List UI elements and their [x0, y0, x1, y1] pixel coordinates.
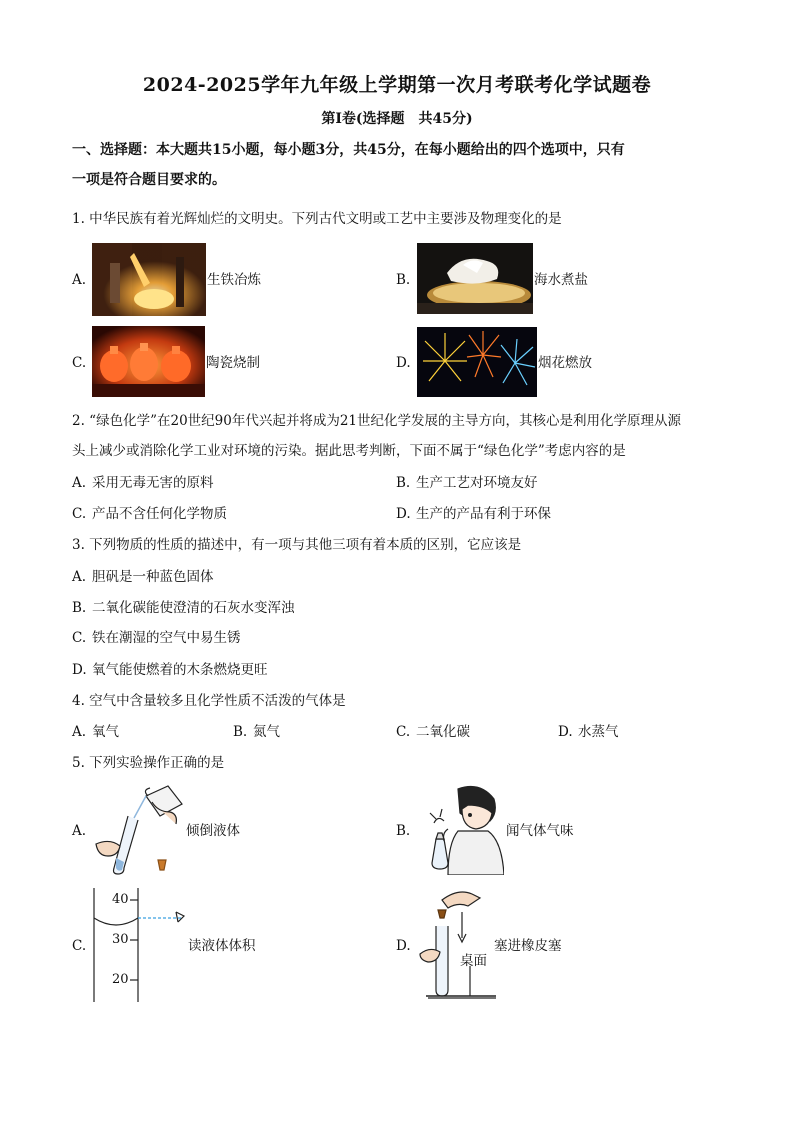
q4-option-c-text: 二氧化碳 [416, 724, 470, 740]
desk-label: 桌面 [460, 953, 487, 969]
cylinder-tick-40: 40 [112, 892, 129, 907]
q1-option-c-label: C. [72, 355, 87, 371]
q4-option-d-label: D. [558, 724, 573, 740]
q3-option-a-text: 胆矾是一种蓝色固体 [92, 569, 214, 585]
q4-option-c-label: C. [396, 724, 411, 740]
q3-option-a-label: A. [72, 569, 87, 585]
q4-option-b-text: 氮气 [253, 724, 280, 740]
page-title: 2024-2025学年九年级上学期第一次月考联考化学试题卷 [142, 74, 652, 96]
fireworks-image [417, 327, 537, 397]
question-3-stem: 3. 下列物质的性质的描述中，有一项与其他三项有着本质的区别，它应该是 [72, 537, 522, 553]
ceramic-firing-image [92, 326, 205, 397]
q4-option-d-text: 水蒸气 [578, 724, 619, 740]
q4-option-a-label: A. [72, 724, 87, 740]
q5-option-d-text: 塞进橡皮塞 [494, 938, 562, 954]
q3-option-d-text: 氧气能使燃着的木条燃烧更旺 [92, 662, 268, 678]
q1-option-d-label: D. [396, 355, 411, 371]
graduated-cylinder-diagram [86, 886, 190, 1004]
q3-option-c-label: C. [72, 630, 87, 646]
q2-option-b-label: B. [396, 475, 411, 491]
section-instruction-line2: 一项是符合题目要求的。 [72, 172, 226, 188]
q5-option-b-label: B. [396, 823, 411, 839]
q1-option-d-text: 烟花燃放 [538, 355, 592, 371]
smelling-gas-diagram [418, 783, 504, 875]
q5-option-a-text: 倾倒液体 [186, 823, 240, 839]
q2-option-d-label: D. [396, 506, 411, 522]
q2-option-a-text: 采用无毒无害的原料 [92, 475, 214, 491]
q1-option-a-text: 生铁冶炼 [207, 272, 261, 288]
q5-option-c-text: 读液体体积 [188, 938, 256, 954]
q2-option-c-label: C. [72, 506, 87, 522]
cylinder-tick-20: 20 [112, 972, 129, 987]
q2-option-c-text: 产品不含任何化学物质 [92, 506, 227, 522]
q5-option-d-label: D. [396, 938, 411, 954]
q3-option-c-text: 铁在潮湿的空气中易生锈 [92, 630, 241, 646]
q2-option-d-text: 生产的产品有利于环保 [416, 506, 551, 522]
q5-option-a-label: A. [72, 823, 87, 839]
seawater-salt-boiling-image [417, 243, 533, 314]
pouring-liquid-diagram [92, 782, 192, 876]
q5-option-c-label: C. [72, 938, 87, 954]
stopper-insertion-diagram [418, 886, 498, 1000]
q5-option-b-text: 闻气体气味 [506, 823, 574, 839]
question-5-stem: 5. 下列实验操作正确的是 [72, 755, 225, 771]
q2-option-a-label: A. [72, 475, 87, 491]
pig-iron-smelting-image [92, 243, 206, 316]
q1-option-a-label: A. [72, 272, 87, 288]
q3-option-b-text: 二氧化碳能使澄清的石灰水变浑浊 [92, 600, 295, 616]
cylinder-tick-30: 30 [112, 932, 129, 947]
q4-option-b-label: B. [233, 724, 248, 740]
q2-option-b-text: 生产工艺对环境友好 [416, 475, 538, 491]
q1-option-c-text: 陶瓷烧制 [206, 355, 260, 371]
section-subtitle: 第Ⅰ卷(选择题 共45分) [321, 111, 473, 127]
question-2-line2: 头上减少或消除化学工业对环境的污染。据此思考判断，下面不属于“绿色化学”考虑内容的是 [72, 443, 626, 459]
question-2-line1: 2. “绿色化学”在20世纪90年代兴起并将成为21世纪化学发展的主导方向，其核心是利用化学原理从源 [72, 413, 682, 429]
q4-option-a-text: 氧气 [92, 724, 119, 740]
question-4-stem: 4. 空气中含量较多且化学性质不活泼的气体是 [72, 693, 346, 709]
q3-option-b-label: B. [72, 600, 87, 616]
q1-option-b-label: B. [396, 272, 411, 288]
section-instruction-line1: 一、选择题：本大题共15小题，每小题3分，共45分，在每小题给出的四个选项中，只有 [72, 142, 625, 158]
q3-option-d-label: D. [72, 662, 87, 678]
q1-option-b-text: 海水煮盐 [534, 272, 588, 288]
question-1-stem: 1. 中华民族有着光辉灿烂的文明史。下列古代文明或工艺中主要涉及物理变化的是 [72, 211, 562, 227]
